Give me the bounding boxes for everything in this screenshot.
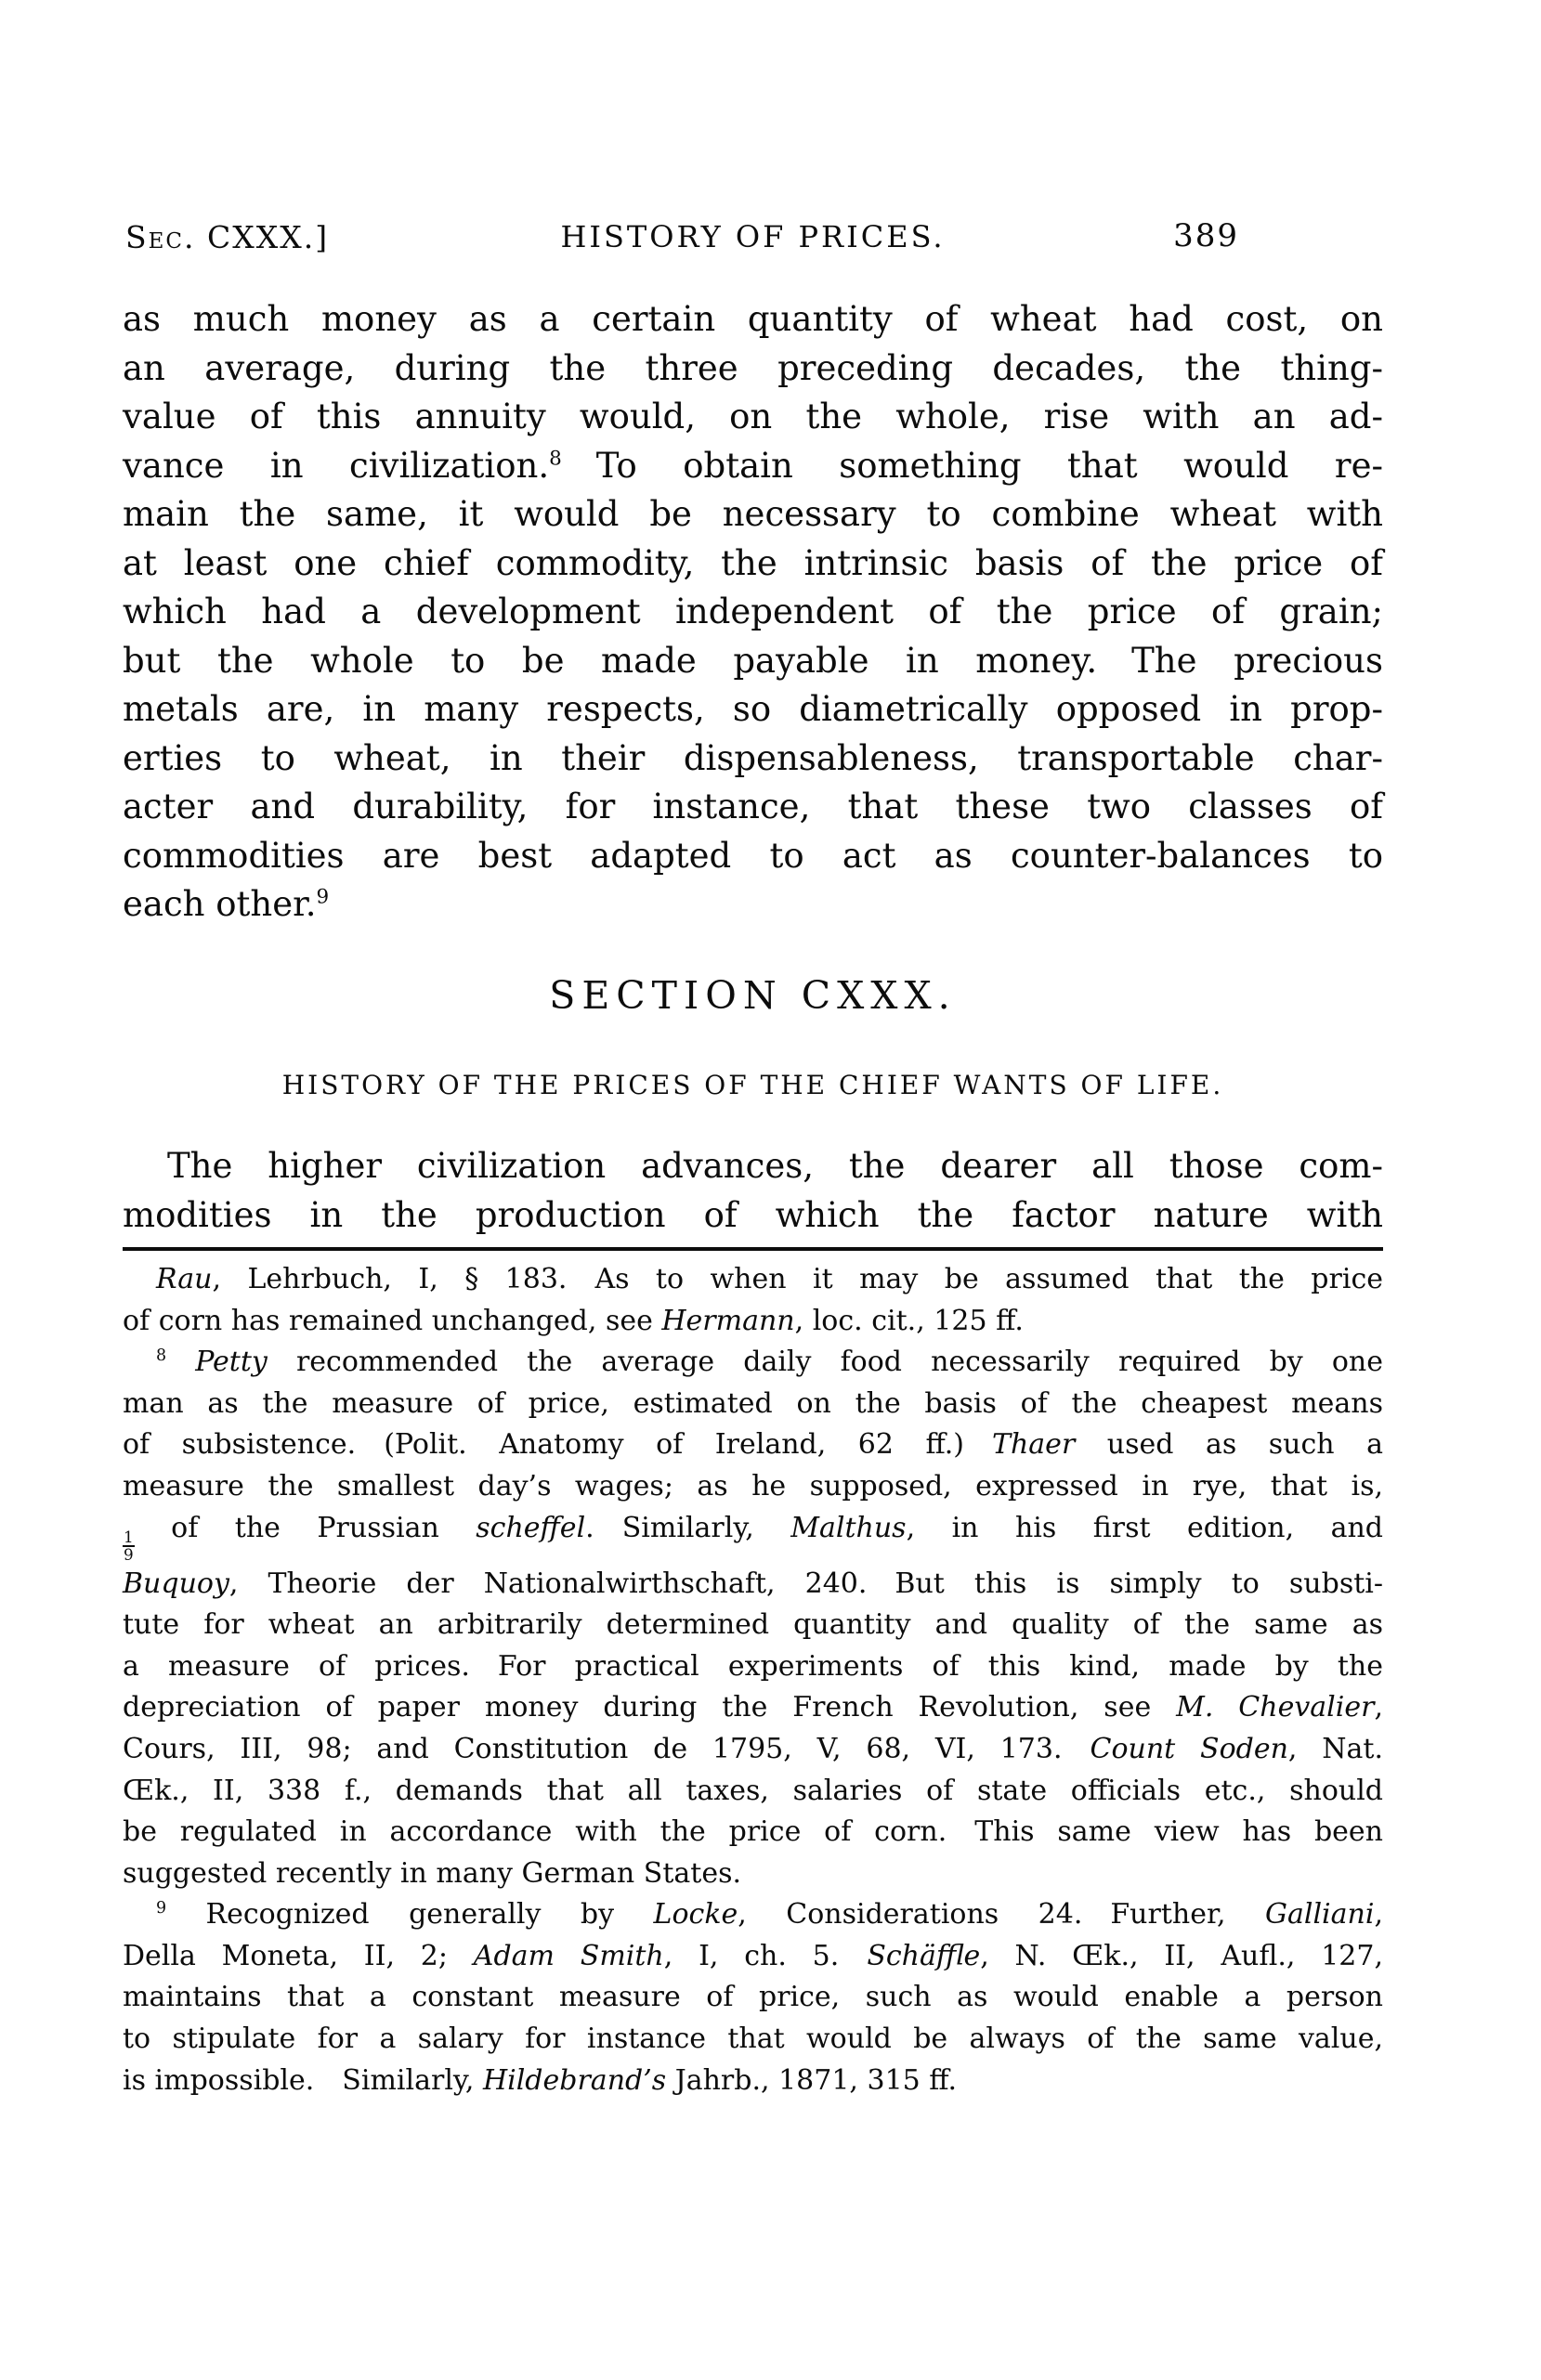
fraction: $\frac{1}{9}$	[124, 1528, 134, 1565]
footnote-continuation	[123, 1259, 1383, 1342]
text-line: an average, during the three preceding decades, the thing-	[123, 347, 1383, 388]
text-line: depreciation of paper money during the French Revolution, see M. Chevalier,	[123, 1691, 1384, 1724]
text-line: to stipulate for a salary for instance that would be always of the same value,	[123, 2022, 1383, 2056]
text-line: at least one chief commodity, the intrinsic basis of the price of	[123, 542, 1383, 583]
text-line: of corn has remained unchanged, see Hermann, loc. cit., 125 ff.	[123, 1304, 1024, 1337]
footnote-8	[123, 1342, 1383, 1894]
text-line: which had a development independent of the price of grain;	[123, 592, 1383, 631]
text-line: each other.$^9$	[123, 884, 330, 924]
header-section-label: Sec. CXXX.]	[125, 219, 330, 255]
text-line: but the whole to be made payable in money. The precious	[123, 640, 1383, 681]
text-line: tute for wheat an arbitrarily determined quantity and quality of the same as	[123, 1608, 1383, 1642]
text-line: is impossible. Similarly, Hildebrand’s Jahrb., 1871, 315 ff.	[123, 2063, 958, 2097]
header-title: HISTORY OF PRICES.	[560, 219, 946, 254]
text-line: as much money as a certain quantity of wheat had cost, on	[123, 299, 1383, 339]
text-line: main the same, it would be necessary to combine wheat with	[123, 494, 1383, 534]
text-line: erties to wheat, in their dispensableness, transportable char-	[123, 737, 1383, 778]
footnote-marker: 8	[549, 447, 562, 471]
text-line: Œk., II, 338 f., demands that all taxes, salaries of state officials etc., should	[123, 1774, 1383, 1807]
text-line: measure the smallest day’s wages; as he supposed, expressed in rye, that is,	[123, 1469, 1383, 1502]
text-line: acter and durability, for instance, that these two classes of	[123, 787, 1383, 826]
text-line: a measure of prices. For practical experiments of this kind, made by the	[123, 1649, 1383, 1683]
text-line: Buquoy, Theorie der Nationalwirthschaft, 240. But this is simply to substi-	[123, 1567, 1383, 1600]
section-subheading: HISTORY OF THE PRICES OF THE CHIEF WANTS OF LIFE.	[281, 1070, 1224, 1100]
text-line: commodities are best adapted to act as counter-balances to	[123, 835, 1383, 876]
page-number: 389	[1173, 217, 1239, 254]
text-line: maintains that a constant measure of price, such as would enable a person	[123, 1981, 1383, 2014]
text-line: $\frac{1}{9}$ of the Prussian scheffel. Similarly, Malthus, in his first edition, and	[124, 1511, 1383, 1565]
text-line: metals are, in many respects, so diametrically opposed in prop-	[123, 689, 1383, 729]
text-line: value of this annuity would, on the whole, rise with an ad-	[123, 397, 1383, 436]
footnote-marker: 9	[156, 1899, 167, 1918]
footnote-9	[123, 1894, 1383, 2101]
text-line: The higher civilization advances, the dearer all those com-	[167, 1146, 1383, 1186]
text-line: be regulated in accordance with the price of corn. This same view has been	[123, 1815, 1383, 1849]
running-header	[123, 215, 1383, 256]
body-paragraph-1	[123, 295, 1383, 930]
text-line: vance in civilization.$^8$ To obtain something that would re-	[123, 445, 1383, 486]
footnote-divider-rule	[123, 1247, 1383, 1251]
footnote-marker: 9	[316, 885, 330, 909]
section-heading: SECTION CXXX.	[549, 973, 957, 1018]
text-line: $^8$ Petty recommended the average daily food necessarily required by one	[156, 1346, 1383, 1379]
body-paragraph-2	[123, 1142, 1383, 1240]
text-line: $^9$ Recognized generally by Locke, Considerations 24. Further, Galliani,	[156, 1898, 1383, 1931]
text-line: of subsistence. (Polit. Anatomy of Ireland, 62 ff.) Thaer used as such a	[123, 1428, 1384, 1462]
text-line: man as the measure of price, estimated on the basis of the cheapest means	[123, 1386, 1383, 1420]
footnotes-block	[123, 1259, 1383, 2101]
text-line: modities in the production of which the factor nature with	[123, 1194, 1383, 1235]
text-line: Della Moneta, II, 2; Adam Smith, I, ch. 5. Schäffle, N. Œk., II, Aufl., 127,	[123, 1939, 1383, 1972]
text-line: Rau, Lehrbuch, I, § 183. As to when it may be assumed that the price	[156, 1263, 1383, 1295]
footnote-marker: 8	[156, 1346, 167, 1366]
text-line: Cours, III, 98; and Constitution de 1795, V, 68, VI, 173. Count Soden, Nat.	[123, 1732, 1383, 1765]
text-line: suggested recently in many German States.	[123, 1856, 742, 1890]
